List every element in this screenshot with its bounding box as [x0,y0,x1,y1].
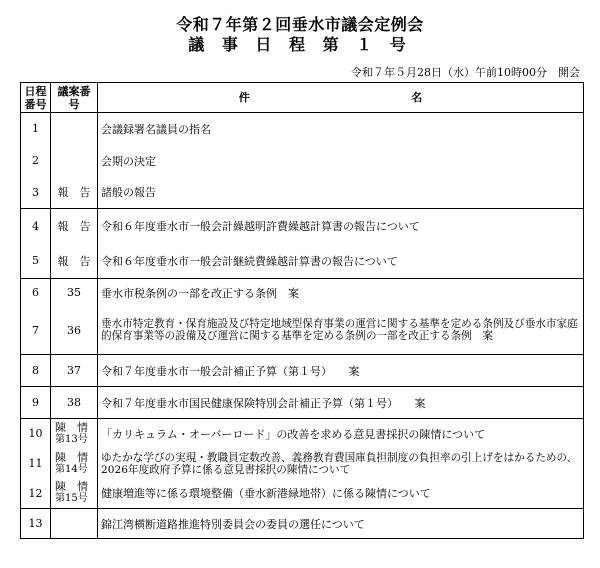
row-name: ゆたかな学びの実現・教職員定数改善、義務教育費国庫負担制度の負担率の引上げをはかるための、2026年度政府予算に係る意見書採択の陳情について [98,449,584,479]
row-agenda [51,509,98,539]
row-name: 会期の決定 [98,145,584,177]
row-agenda [51,419,98,449]
table-row [21,209,584,244]
row-no: 10 [21,419,51,449]
row-name: 「カリキュラム・オーバーロード」の改善を求める意見書採択の陳情について [98,419,584,449]
table-row [21,355,584,387]
row-no: 8 [21,355,51,387]
row-name: 健康増進等に係る環境整備（垂水新港緑地帯）に係る陳情について [98,479,584,509]
header-schedule-no: 日程番号 [21,83,51,113]
table-row [21,509,584,539]
agenda-table [20,82,584,539]
table-row [21,479,584,509]
row-agenda [51,145,98,177]
row-agenda: 35 [51,279,98,307]
row-no: 3 [21,177,51,209]
header-item-name-a: 件 [238,91,250,104]
row-agenda [51,449,98,479]
row-no: 12 [21,479,51,509]
row-agenda-type: 陳 情 [55,480,88,494]
row-name: 会議録署名議員の指名 [98,113,584,145]
row-name: 令和６年度垂水市一般会計繰越明許費繰越計算書の報告について [98,209,584,244]
row-name: 令和６年度垂水市一般会計継続費繰越計算書の報告について [98,244,584,279]
row-name: 令和７年度垂水市国民健康保険特別会計補正予算（第１号） 案 [98,387,584,419]
table-row [21,177,584,209]
row-no: 1 [21,113,51,145]
session-date: 令和７年５月28日（水）午前10時00分 開会 [351,66,580,79]
row-agenda: 38 [51,387,98,419]
row-name: 垂水市特定教育・保育施設及び特定地域型保育事業の運営に関する基準を定める条例及び垂水市家庭的保育事業等の設備及び運営に関する基準を定める条例の一部を改正する条例 案 [98,307,584,355]
page-subtitle: 議 事 日 程 第 １ 号 [188,35,412,54]
row-name: 垂水市税条例の一部を改正する条例 案 [98,279,584,307]
table-row [21,449,584,479]
header-agenda-no: 議案番号 [51,83,98,113]
row-no: 9 [21,387,51,419]
row-name: 諸般の報告 [98,177,584,209]
row-no: 4 [21,209,51,244]
row-agenda: 報 告 [51,209,98,244]
row-no: 11 [21,449,51,479]
row-agenda: 報 告 [51,177,98,209]
header-item-name-b: 名 [411,91,423,104]
row-agenda: 37 [51,355,98,387]
row-no: 2 [21,145,51,177]
table-row [21,279,584,307]
row-name: 錦江湾横断道路推進特別委員会の委員の選任について [98,509,584,539]
header-item-name [98,83,584,113]
row-no: 5 [21,244,51,279]
row-agenda: 36 [51,307,98,355]
row-agenda-number: 第15号 [55,493,88,505]
row-agenda-number: 第14号 [55,463,88,475]
row-agenda: 報 告 [51,244,98,279]
table-row [21,419,584,449]
table-row [21,307,584,355]
row-agenda-number: 第13号 [55,433,88,445]
row-name: 令和７年度垂水市一般会計補正予算（第１号） 案 [98,355,584,387]
table-header-row [21,83,584,113]
table-row [21,244,584,279]
row-no: 6 [21,279,51,307]
row-agenda [51,113,98,145]
row-agenda-type: 陳 情 [55,420,88,434]
row-no: 7 [21,307,51,355]
table-row [21,113,584,145]
table-row [21,145,584,177]
page-title: 令和７年第２回垂水市議会定例会 [176,15,424,34]
row-agenda [51,479,98,509]
row-agenda-type: 陳 情 [55,450,88,464]
row-no: 13 [21,509,51,539]
table-row [21,387,584,419]
